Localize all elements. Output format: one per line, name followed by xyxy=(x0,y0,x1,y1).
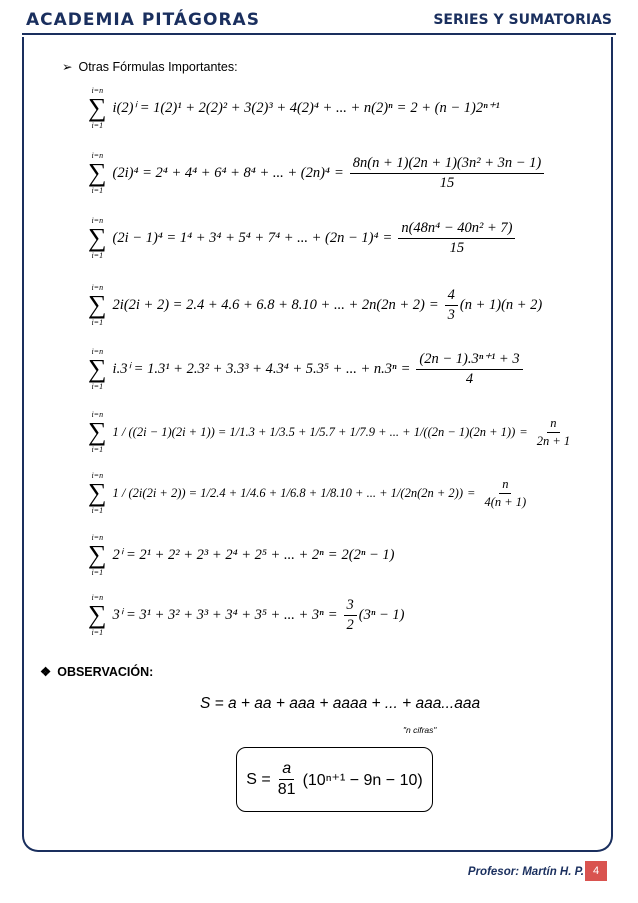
observation-heading xyxy=(40,664,153,679)
brace-note: "n cifras" xyxy=(403,725,437,735)
formula-term: 2ⁱ = 2¹ + 2² + 2³ + 2⁴ + 2⁵ + ... + 2ⁿ xyxy=(112,546,324,563)
formula-result: 2 + (n − 1)2ⁿ⁺¹ xyxy=(410,99,500,116)
summation-symbol: i=n ∑ i=1 xyxy=(88,410,107,454)
intro-line xyxy=(62,59,238,74)
summation-symbol: i=n ∑ i=1 xyxy=(88,347,107,391)
summation-symbol: i=n ∑ i=1 xyxy=(88,151,107,195)
equals-sign: = xyxy=(327,606,338,623)
formula-row-6 xyxy=(88,407,575,457)
summation-symbol: i=n ∑ i=1 xyxy=(88,216,107,260)
diamond-bullet-icon: ❖ xyxy=(40,665,52,679)
topic-title: SERIES Y SUMATORIAS xyxy=(433,12,612,28)
intro-text: Otras Fórmulas Importantes: xyxy=(78,60,238,74)
result-fraction: $\frac{n}{4(n + 1)}$ xyxy=(484,476,527,509)
box-fraction: $\frac{a}{81}$ xyxy=(277,760,296,798)
formula-row-8 xyxy=(88,530,395,580)
summation-symbol: i=n ∑ i=1 xyxy=(88,86,107,130)
result-fraction: $\frac{n}{2n + 1}$ xyxy=(536,415,571,448)
author-credit: Profesor: Martín H. P. xyxy=(467,866,584,878)
box-prefix: S = xyxy=(246,770,271,788)
result-fraction: $\frac{4}{3}$ xyxy=(445,287,458,324)
formula-row-7 xyxy=(88,468,531,518)
brand-title: ACADEMIA PITÁGORAS xyxy=(26,10,260,30)
formula-term: 1 / ((2i − 1)(2i + 1)) = 1/1.3 + 1/3.5 + 1/5.7 + 1/7.9 + ... + 1/((2n − 1)(2n + 1)) xyxy=(112,424,516,439)
result-fraction: $\frac{\text{(2n − 1).3ⁿ⁺¹ + 3}}{4}$ xyxy=(416,351,522,388)
page-number: 4 xyxy=(585,861,607,881)
formula-row-3 xyxy=(88,213,517,263)
result-fraction: $\frac{3}{2}$ xyxy=(344,597,357,634)
equals-sign: = xyxy=(327,546,338,563)
observation-title: OBSERVACIÓN: xyxy=(57,665,154,679)
equals-sign: = xyxy=(333,164,344,181)
summation-symbol: i=n ∑ i=1 xyxy=(88,593,107,637)
formula-row-2 xyxy=(88,148,546,198)
header-divider xyxy=(22,33,616,35)
formula-term: i.3ⁱ = 1.3¹ + 2.3² + 3.3³ + 4.3⁴ + 5.3⁵ + ... + n.3ⁿ xyxy=(112,360,397,377)
summation-symbol: i=n ∑ i=1 xyxy=(88,533,107,577)
summation-symbol: i=n ∑ i=1 xyxy=(88,471,107,515)
equals-sign: = xyxy=(400,360,411,377)
result-box xyxy=(236,747,433,812)
formula-term: 2i(2i + 2) = 2.4 + 4.6 + 6.8 + 8.10 + ... + 2n(2n + 2) xyxy=(112,296,425,313)
formula-term: (2i)⁴ = 2⁴ + 4⁴ + 6⁴ + 8⁴ + ... + (2n)⁴ xyxy=(112,164,330,181)
result-fraction: $\frac{\text{n(48n⁴ − 40n² + 7)}}{15}$ xyxy=(398,220,515,257)
box-tail: (10ⁿ⁺¹ − 9n − 10) xyxy=(302,771,423,789)
formula-term: 1 / (2i(2i + 2)) = 1/2.4 + 1/4.6 + 1/6.8 + 1/8.10 + ... + 1/(2n(2n + 2)) xyxy=(112,485,463,500)
equals-sign: = xyxy=(428,296,439,313)
formula-term: 3ⁱ = 3¹ + 3² + 3³ + 3⁴ + 3⁵ + ... + 3ⁿ xyxy=(112,606,324,623)
equals-sign: = xyxy=(467,485,476,500)
equals-sign: = xyxy=(382,229,393,246)
formula-result: 2(2ⁿ − 1) xyxy=(341,546,395,563)
formula-row-1 xyxy=(88,83,500,133)
series-definition: S = a + aa + aaa + aaaa + ... + aaa...aaa xyxy=(200,695,481,712)
formula-term: i(2)ⁱ = 1(2)¹ + 2(2)² + 3(2)³ + 4(2)⁴ + ... + n(2)ⁿ xyxy=(112,99,393,116)
result-fraction: $\frac{\text{8n(n + 1)(2n + 1)(3n² + 3n − 1)}}{15}$ xyxy=(350,155,544,192)
formula-term: (2i − 1)⁴ = 1⁴ + 3⁴ + 5⁴ + 7⁴ + ... + (2n − 1)⁴ xyxy=(112,229,379,246)
page-header xyxy=(0,0,638,40)
formula-row-5 xyxy=(88,344,525,394)
summation-symbol: i=n ∑ i=1 xyxy=(88,283,107,327)
arrow-bullet-icon: ➢ xyxy=(62,60,73,74)
equals-sign: = xyxy=(396,99,407,116)
formula-row-4 xyxy=(88,280,542,330)
result-tail: (3ⁿ − 1) xyxy=(358,606,405,623)
result-tail: (n + 1)(n + 2) xyxy=(459,296,543,313)
equals-sign: = xyxy=(519,424,528,439)
formula-row-9 xyxy=(88,590,405,640)
